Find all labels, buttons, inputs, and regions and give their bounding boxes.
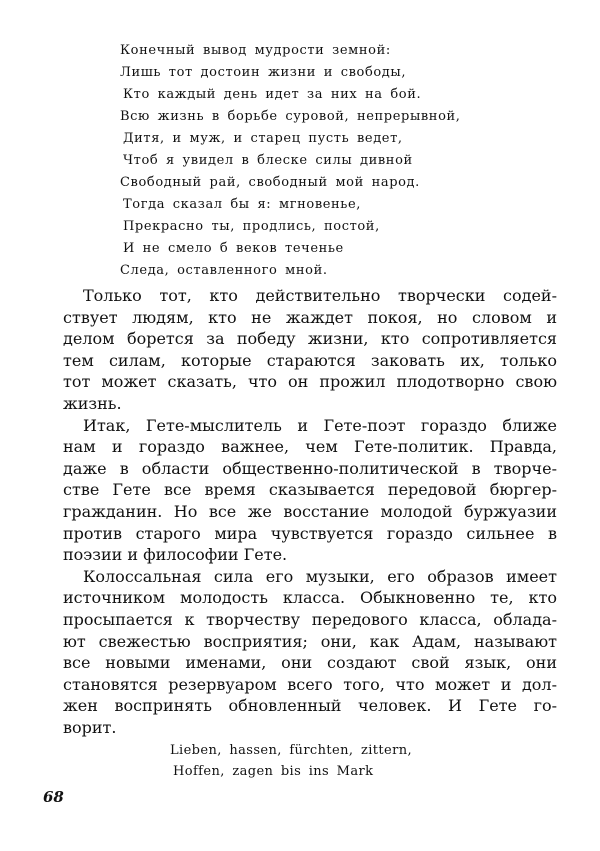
text-line: ствует людям, кто не жаждет покоя, но словом и (63, 307, 557, 327)
text-line: источником молодость класса. Обыкновенно те, кто (63, 588, 557, 608)
text-line: стве Гете все время сказывается передовой бюргер- (63, 480, 557, 500)
body-text (43, 285, 557, 738)
poem-line: Прекрасно ты, продлись, постой, (123, 219, 380, 234)
paragraph-3 (43, 566, 557, 739)
text-line: гражданин. Но все же восстание молодой буржуазии (63, 501, 557, 521)
poem-line: Кто каждый день идет за них на бой. (123, 87, 422, 102)
poem-epigraph (120, 40, 480, 282)
text-line: жизнь. (63, 393, 122, 413)
poem-line: Чтоб я увидел в блеске силы дивной (123, 153, 413, 168)
text-line: тем силам, которые стараются заковать их, только (63, 350, 557, 370)
text-line: становятся резервуаром всего того, что может и дол- (63, 674, 557, 694)
poem-line: Всю жизнь в борьбе суровой, непрерывной, (120, 109, 461, 124)
text-line: против старого мира чувствуется гораздо сильнее в (63, 523, 557, 543)
text-line: ют свежестью восприятия; они, как Адам, называют (63, 631, 557, 651)
text-line: тот может сказать, что он прожил плодотворно свою (63, 372, 557, 392)
quote-line: Hoffen, zagen bis ins Mark (173, 764, 374, 779)
poem-line: Свободный рай, свободный мой народ. (120, 175, 420, 190)
text-line: даже в области общественно-политической в творче- (63, 458, 557, 478)
text-line: Итак, Гете-мыслитель и Гете-поэт гораздо ближе (83, 415, 557, 435)
text-line: ворит. (63, 717, 117, 737)
text-line: поэзии и философии Гете. (63, 545, 288, 565)
text-line: Колоссальная сила его музыки, его образов имеет (83, 566, 557, 586)
page-number: 68 (43, 788, 64, 806)
poem-line: Дитя, и муж, и старец пусть ведет, (123, 131, 403, 146)
poem-line: Следа, оставленного мной. (120, 263, 328, 278)
poem-line: Лишь тот достоин жизни и свободы, (120, 65, 407, 80)
german-quote (170, 740, 412, 782)
text-line: все новыми именами, они создают свой язык, они (63, 653, 557, 673)
text-line: нам и гораздо важнее, чем Гете-политик. Правда, (63, 437, 557, 457)
text-line: жен воспринять обновленный человек. И Гете го- (63, 696, 557, 716)
paragraph-2 (43, 415, 557, 566)
text-line: Только тот, кто действительно творчески содей- (83, 286, 557, 305)
paragraph-1 (43, 285, 557, 415)
quote-line: Lieben, hassen, fürchten, zittern, (170, 743, 413, 758)
text-line: делом борется за победу жизни, кто сопротивляется (63, 329, 557, 349)
text-line: просыпается к творчеству передового класса, облада- (63, 609, 557, 629)
poem-line: Тогда сказал бы я: мгновенье, (123, 197, 361, 212)
poem-line: И не смело б веков теченье (123, 241, 344, 256)
poem-line: Конечный вывод мудрости земной: (120, 43, 391, 58)
